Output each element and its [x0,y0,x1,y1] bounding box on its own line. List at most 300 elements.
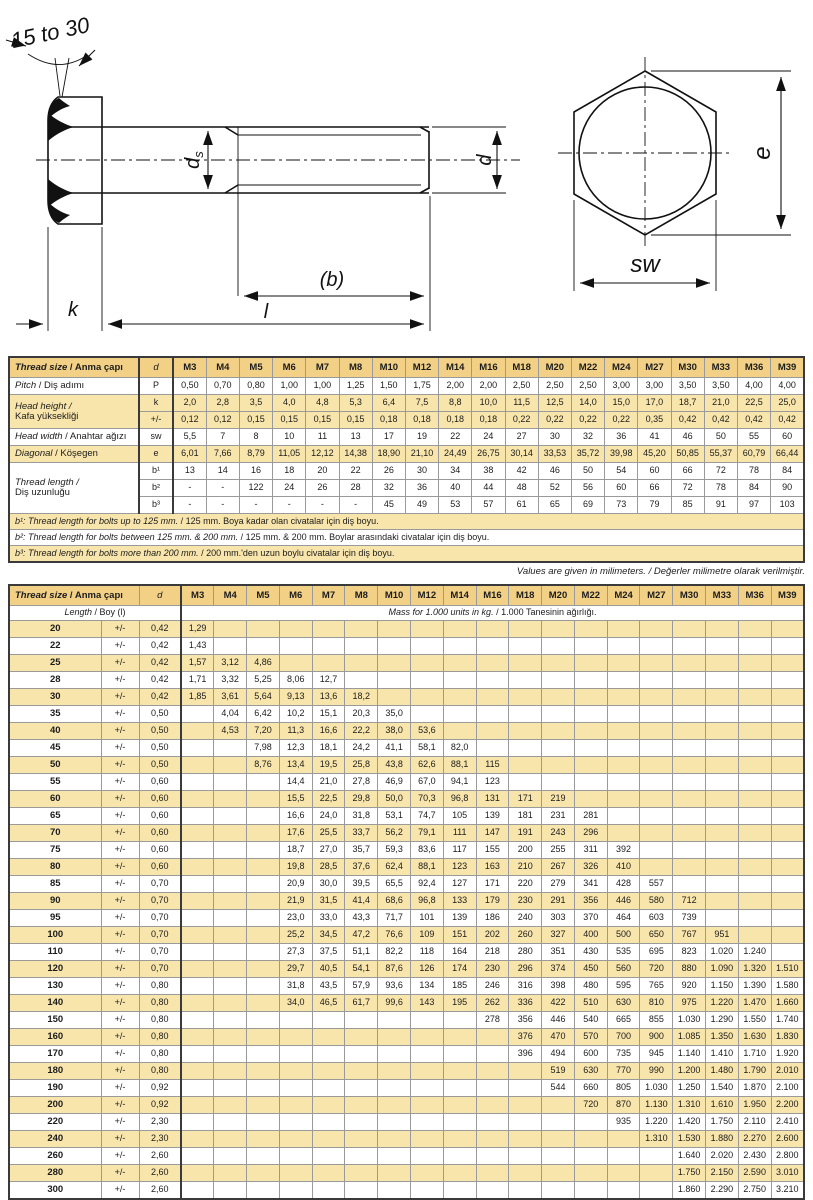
mass-value-cell [181,723,214,740]
mass-value-cell [771,689,804,706]
tolerance-sign-cell: +/- [101,621,139,638]
mass-value-cell: 370 [574,910,607,927]
value-cell: 0,22 [505,412,538,429]
mass-value-cell: 220 [509,876,542,893]
mass-value-cell [640,1148,673,1165]
length-cell: 170 [9,1046,101,1063]
mass-value-cell: 280 [509,944,542,961]
value-cell: 3,50 [671,378,704,395]
mass-value-cell: 155 [476,842,509,859]
value-cell: 21,10 [405,446,438,463]
b-label: (b) [319,269,345,291]
column-header: M14 [443,585,476,606]
column-header: M24 [605,357,638,378]
mass-value-cell: 96,8 [410,893,443,910]
mass-subheader: Mass for 1.000 units in kg. / 1.000 Tanesinin ağırlığı. [181,606,804,621]
value-cell: 8,8 [439,395,472,412]
mass-value-cell [771,638,804,655]
value-cell: 78 [704,480,737,497]
corner-header: Thread size / Anma çapı [9,357,139,378]
mass-value-cell: 945 [640,1046,673,1063]
mass-value-cell: 46,5 [312,995,345,1012]
mass-value-cell [279,655,312,672]
mass-value-cell [443,723,476,740]
mass-value-cell [214,757,247,774]
value-cell: 0,22 [605,412,638,429]
mass-value-cell: 650 [640,927,673,944]
mass-value-cell: 1.250 [673,1080,706,1097]
mass-value-cell: 185 [443,978,476,995]
mass-value-cell: 139 [443,910,476,927]
mass-value-cell: 580 [640,893,673,910]
mass-value-cell: 430 [574,944,607,961]
mass-value-cell [574,1148,607,1165]
mass-value-cell: 25,5 [312,825,345,842]
mass-value-cell [771,842,804,859]
mass-value-cell [443,638,476,655]
mass-value-cell [509,1148,542,1165]
mass-value-cell: 544 [542,1080,575,1097]
value-cell: 55 [737,429,770,446]
mass-value-cell [738,655,771,672]
mass-value-cell: 296 [574,825,607,842]
value-cell: 53 [439,497,472,514]
mass-row [9,1012,804,1029]
mass-value-cell [345,1080,378,1097]
value-cell: 27 [505,429,538,446]
mass-value-cell: 79,1 [410,825,443,842]
mass-value-cell [378,1063,411,1080]
mass-value-cell [706,842,739,859]
mass-value-cell [345,1114,378,1131]
mass-value-cell: 2.270 [738,1131,771,1148]
mass-value-cell [214,1114,247,1131]
mass-value-cell [214,893,247,910]
mass-value-cell [574,740,607,757]
mass-value-cell [509,1114,542,1131]
mass-value-cell: 2.410 [771,1114,804,1131]
mass-value-cell [214,995,247,1012]
column-header: M33 [704,357,737,378]
mass-value-cell: 2.010 [771,1063,804,1080]
mass-value-cell [607,689,640,706]
value-cell: 34 [439,463,472,480]
d-label: d [474,154,496,166]
value-cell: - [273,497,306,514]
tolerance-sign-cell: +/- [101,927,139,944]
mass-value-cell [771,893,804,910]
length-cell: 40 [9,723,101,740]
mass-value-cell [345,1012,378,1029]
value-cell: 1,75 [405,378,438,395]
mass-value-cell [706,655,739,672]
value-cell: 21,0 [704,395,737,412]
tolerance-value-cell: 0,50 [139,740,181,757]
mass-value-cell: 3.210 [771,1182,804,1200]
column-header: M7 [312,585,345,606]
symbol-cell: k [139,395,173,412]
mass-value-cell: 25,2 [279,927,312,944]
angle-leader-arrow [79,50,95,66]
mass-value-cell [443,706,476,723]
mass-value-cell [345,1148,378,1165]
value-cell: 12,5 [538,395,571,412]
value-cell: 0,42 [771,412,804,429]
tolerance-value-cell: 0,42 [139,655,181,672]
symbol-cell: b² [139,480,173,497]
column-header: M5 [239,357,272,378]
mass-value-cell: 1.220 [640,1114,673,1131]
mass-value-cell: 218 [476,944,509,961]
value-cell: 11,5 [505,395,538,412]
mass-value-cell: 500 [607,927,640,944]
mass-value-cell [345,1029,378,1046]
value-cell: 22 [439,429,472,446]
mass-value-cell [214,1080,247,1097]
value-cell: 40 [439,480,472,497]
mass-value-cell [673,655,706,672]
mass-value-cell: 115 [476,757,509,774]
mass-value-cell [247,910,280,927]
mass-value-cell [771,655,804,672]
mass-value-cell: 71,7 [378,910,411,927]
mass-value-cell: 278 [476,1012,509,1029]
mass-value-cell [181,1080,214,1097]
length-cell: 75 [9,842,101,859]
tolerance-sign-cell: +/- [101,1046,139,1063]
mass-value-cell: 510 [574,995,607,1012]
value-cell: 30 [405,463,438,480]
mass-value-cell [279,1114,312,1131]
mass-value-cell [279,1063,312,1080]
mass-value-cell [410,1097,443,1114]
value-cell: 7,66 [206,446,239,463]
value-cell: 41 [638,429,671,446]
mass-value-cell: 93,6 [378,978,411,995]
mass-value-cell [378,638,411,655]
tolerance-value-cell: 0,60 [139,808,181,825]
value-cell: 24 [472,429,505,446]
mass-value-cell: 4,04 [214,706,247,723]
mass-value-cell: 3,32 [214,672,247,689]
value-cell: 0,35 [638,412,671,429]
mass-row [9,893,804,910]
value-cell: 1,00 [273,378,306,395]
mass-value-cell [410,655,443,672]
mass-value-cell: 281 [574,808,607,825]
mass-value-cell: 53,1 [378,808,411,825]
mass-value-cell: 1.310 [640,1131,673,1148]
value-cell: 103 [771,497,804,514]
mass-value-cell: 336 [509,995,542,1012]
mass-value-cell [279,1080,312,1097]
mass-value-cell [640,791,673,808]
mass-value-cell [181,1012,214,1029]
tolerance-value-cell: 0,80 [139,1063,181,1080]
mass-value-cell [673,689,706,706]
symbol-cell: P [139,378,173,395]
mass-value-cell: 133 [443,893,476,910]
value-cell: 16 [239,463,272,480]
d-column-header: d [139,357,173,378]
mass-value-cell [345,638,378,655]
value-cell: 50 [571,463,604,480]
value-cell: 54 [605,463,638,480]
mass-value-cell [706,893,739,910]
mass-value-cell: 41,1 [378,740,411,757]
mass-value-cell: 31,8 [279,978,312,995]
mass-value-cell: 1.950 [738,1097,771,1114]
mass-value-cell [771,910,804,927]
mass-value-cell [673,740,706,757]
mass-value-cell: 68,6 [378,893,411,910]
mass-value-cell: 163 [476,859,509,876]
length-cell: 80 [9,859,101,876]
mass-value-cell [312,1046,345,1063]
value-cell: 0,22 [538,412,571,429]
mass-value-cell: 37,5 [312,944,345,961]
mass-value-cell: 855 [640,1012,673,1029]
value-cell: 3,5 [239,395,272,412]
mass-row [9,1029,804,1046]
tolerance-value-cell: 0,60 [139,859,181,876]
mass-value-cell [706,859,739,876]
mass-value-cell [410,706,443,723]
value-cell: 2,8 [206,395,239,412]
mass-value-cell [214,1012,247,1029]
mass-value-cell: 18,7 [279,842,312,859]
value-cell: 11,05 [273,446,306,463]
mass-value-cell [378,621,411,638]
mass-value-cell: 1.540 [706,1080,739,1097]
mass-value-cell: 1.530 [673,1131,706,1148]
dimensions-table [8,356,805,563]
mass-value-cell: 1.480 [706,1063,739,1080]
units-note: Values are given in milimeters. / Değerler milimetre olarak verilmiştir. [516,566,805,577]
angle-label: 15 to 30 [8,12,92,54]
mass-value-cell [443,1029,476,1046]
mass-value-cell [345,1131,378,1148]
mass-value-cell: 341 [574,876,607,893]
dimensions-section [8,356,805,577]
mass-value-cell: 29,8 [345,791,378,808]
mass-value-cell [410,689,443,706]
mass-value-cell [312,638,345,655]
mass-value-cell: 396 [509,1046,542,1063]
mass-value-cell [738,740,771,757]
mass-row [9,1148,804,1165]
mass-value-cell: 87,6 [378,961,411,978]
tolerance-value-cell: 0,80 [139,978,181,995]
mass-value-cell [771,757,804,774]
value-cell: 0,50 [173,378,206,395]
value-cell: 72 [671,480,704,497]
value-cell: 32 [372,480,405,497]
mass-value-cell [640,774,673,791]
value-cell: 4,8 [306,395,339,412]
mass-value-cell [345,655,378,672]
mass-value-cell [640,825,673,842]
value-cell: 24 [273,480,306,497]
mass-value-cell [312,1114,345,1131]
mass-value-cell: 1.030 [640,1080,673,1097]
mass-value-cell [607,791,640,808]
mass-value-cell: 50,0 [378,791,411,808]
mass-value-cell: 376 [509,1029,542,1046]
mass-value-cell [640,842,673,859]
mass-value-cell: 1,43 [181,638,214,655]
value-cell: 17,0 [638,395,671,412]
value-cell: 122 [239,480,272,497]
tolerance-value-cell: 0,60 [139,825,181,842]
dim-row [9,429,804,446]
mass-value-cell: 446 [607,893,640,910]
value-cell: 4,00 [737,378,770,395]
mass-value-cell [771,621,804,638]
mass-value-cell [181,961,214,978]
value-cell: 45 [372,497,405,514]
mass-value-cell: 23,0 [279,910,312,927]
mass-value-cell: 18,2 [345,689,378,706]
mass-value-cell [706,910,739,927]
mass-value-cell [476,689,509,706]
column-header: M18 [505,357,538,378]
mass-value-cell: 262 [476,995,509,1012]
mass-value-cell: 171 [476,876,509,893]
mass-value-cell [476,1131,509,1148]
mass-value-cell [574,1131,607,1148]
footnote: b²: Thread length for bolts between 125 mm. & 200 mm. / 125 mm. & 200 mm. Boylar arasındaki civatalar için diş boyu. [9,530,804,546]
dim-row [9,395,804,412]
bolt-side-view [6,12,520,331]
mass-value-cell: 1.320 [738,961,771,978]
mass-value-cell [247,1097,280,1114]
mass-value-cell: 1.510 [771,961,804,978]
mass-value-cell: 191 [509,825,542,842]
mass-value-cell: 21,0 [312,774,345,791]
mass-value-cell: 1,29 [181,621,214,638]
mass-value-cell [706,672,739,689]
mass-value-cell: 22,5 [312,791,345,808]
row-label: Diagonal / Köşegen [9,446,139,463]
mass-value-cell [312,621,345,638]
value-cell: 18 [273,463,306,480]
mass-row [9,655,804,672]
tolerance-value-cell: 2,30 [139,1131,181,1148]
column-header: M20 [542,585,575,606]
mass-row [9,876,804,893]
mass-value-cell [410,1080,443,1097]
value-cell: 85 [671,497,704,514]
length-cell: 300 [9,1182,101,1200]
mass-row [9,1165,804,1182]
mass-row [9,791,804,808]
mass-value-cell [771,927,804,944]
tolerance-sign-cell: +/- [101,638,139,655]
mass-value-cell: 1.030 [673,1012,706,1029]
mass-value-cell [247,774,280,791]
value-cell: 22 [339,463,372,480]
mass-value-cell [181,995,214,1012]
mass-value-cell: 5,64 [247,689,280,706]
mass-value-cell: 230 [476,961,509,978]
value-cell: 14,0 [571,395,604,412]
value-cell: 90 [771,480,804,497]
mass-value-cell [509,1182,542,1200]
column-header: M12 [410,585,443,606]
mass-value-cell: 4,53 [214,723,247,740]
mass-value-cell: 27,0 [312,842,345,859]
mass-value-cell [312,655,345,672]
mass-value-cell [181,825,214,842]
tolerance-value-cell: 0,70 [139,893,181,910]
mass-value-cell: 519 [542,1063,575,1080]
k-label: k [68,299,78,321]
mass-value-cell [214,621,247,638]
value-cell: 84 [771,463,804,480]
value-cell: - [306,497,339,514]
mass-row [9,689,804,706]
mass-value-cell: 243 [542,825,575,842]
mass-row [9,757,804,774]
mass-value-cell [706,808,739,825]
mass-value-cell [443,672,476,689]
mass-value-cell [738,876,771,893]
mass-value-cell [509,1165,542,1182]
value-cell: - [173,497,206,514]
mass-value-cell: 765 [640,978,673,995]
mass-value-cell: 735 [607,1046,640,1063]
value-cell: 6,4 [372,395,405,412]
column-header: M18 [509,585,542,606]
mass-value-cell [214,842,247,859]
mass-value-cell: 59,3 [378,842,411,859]
ds-label: $d_s$ [182,151,206,169]
tolerance-value-cell: 0,70 [139,944,181,961]
footnote-row [9,530,804,546]
mass-value-cell: 8,06 [279,672,312,689]
mass-value-cell: 1.580 [771,978,804,995]
mass-row [9,1131,804,1148]
column-header: M30 [671,357,704,378]
mass-value-cell [443,1080,476,1097]
mass-value-cell: 12,3 [279,740,312,757]
mass-value-cell [476,1046,509,1063]
mass-value-cell [279,638,312,655]
mass-value-cell [640,1182,673,1200]
tolerance-sign-cell: +/- [101,1029,139,1046]
column-header: M16 [472,357,505,378]
tolerance-sign-cell: +/- [101,893,139,910]
mass-value-cell [378,1165,411,1182]
row-label: Head width / Anahtar ağızı [9,429,139,446]
mass-value-cell [738,808,771,825]
value-cell: 3,50 [704,378,737,395]
mass-value-cell: 535 [607,944,640,961]
mass-value-cell: 600 [574,1046,607,1063]
column-header: M36 [737,357,770,378]
mass-value-cell [476,1165,509,1182]
length-cell: 100 [9,927,101,944]
tolerance-value-cell: 2,60 [139,1165,181,1182]
bolt-drawing [0,0,813,352]
mass-value-cell [443,1182,476,1200]
mass-value-cell [574,655,607,672]
mass-value-cell [247,927,280,944]
mass-value-cell [279,1182,312,1200]
mass-value-cell: 94,1 [443,774,476,791]
mass-value-cell: 2.590 [738,1165,771,1182]
